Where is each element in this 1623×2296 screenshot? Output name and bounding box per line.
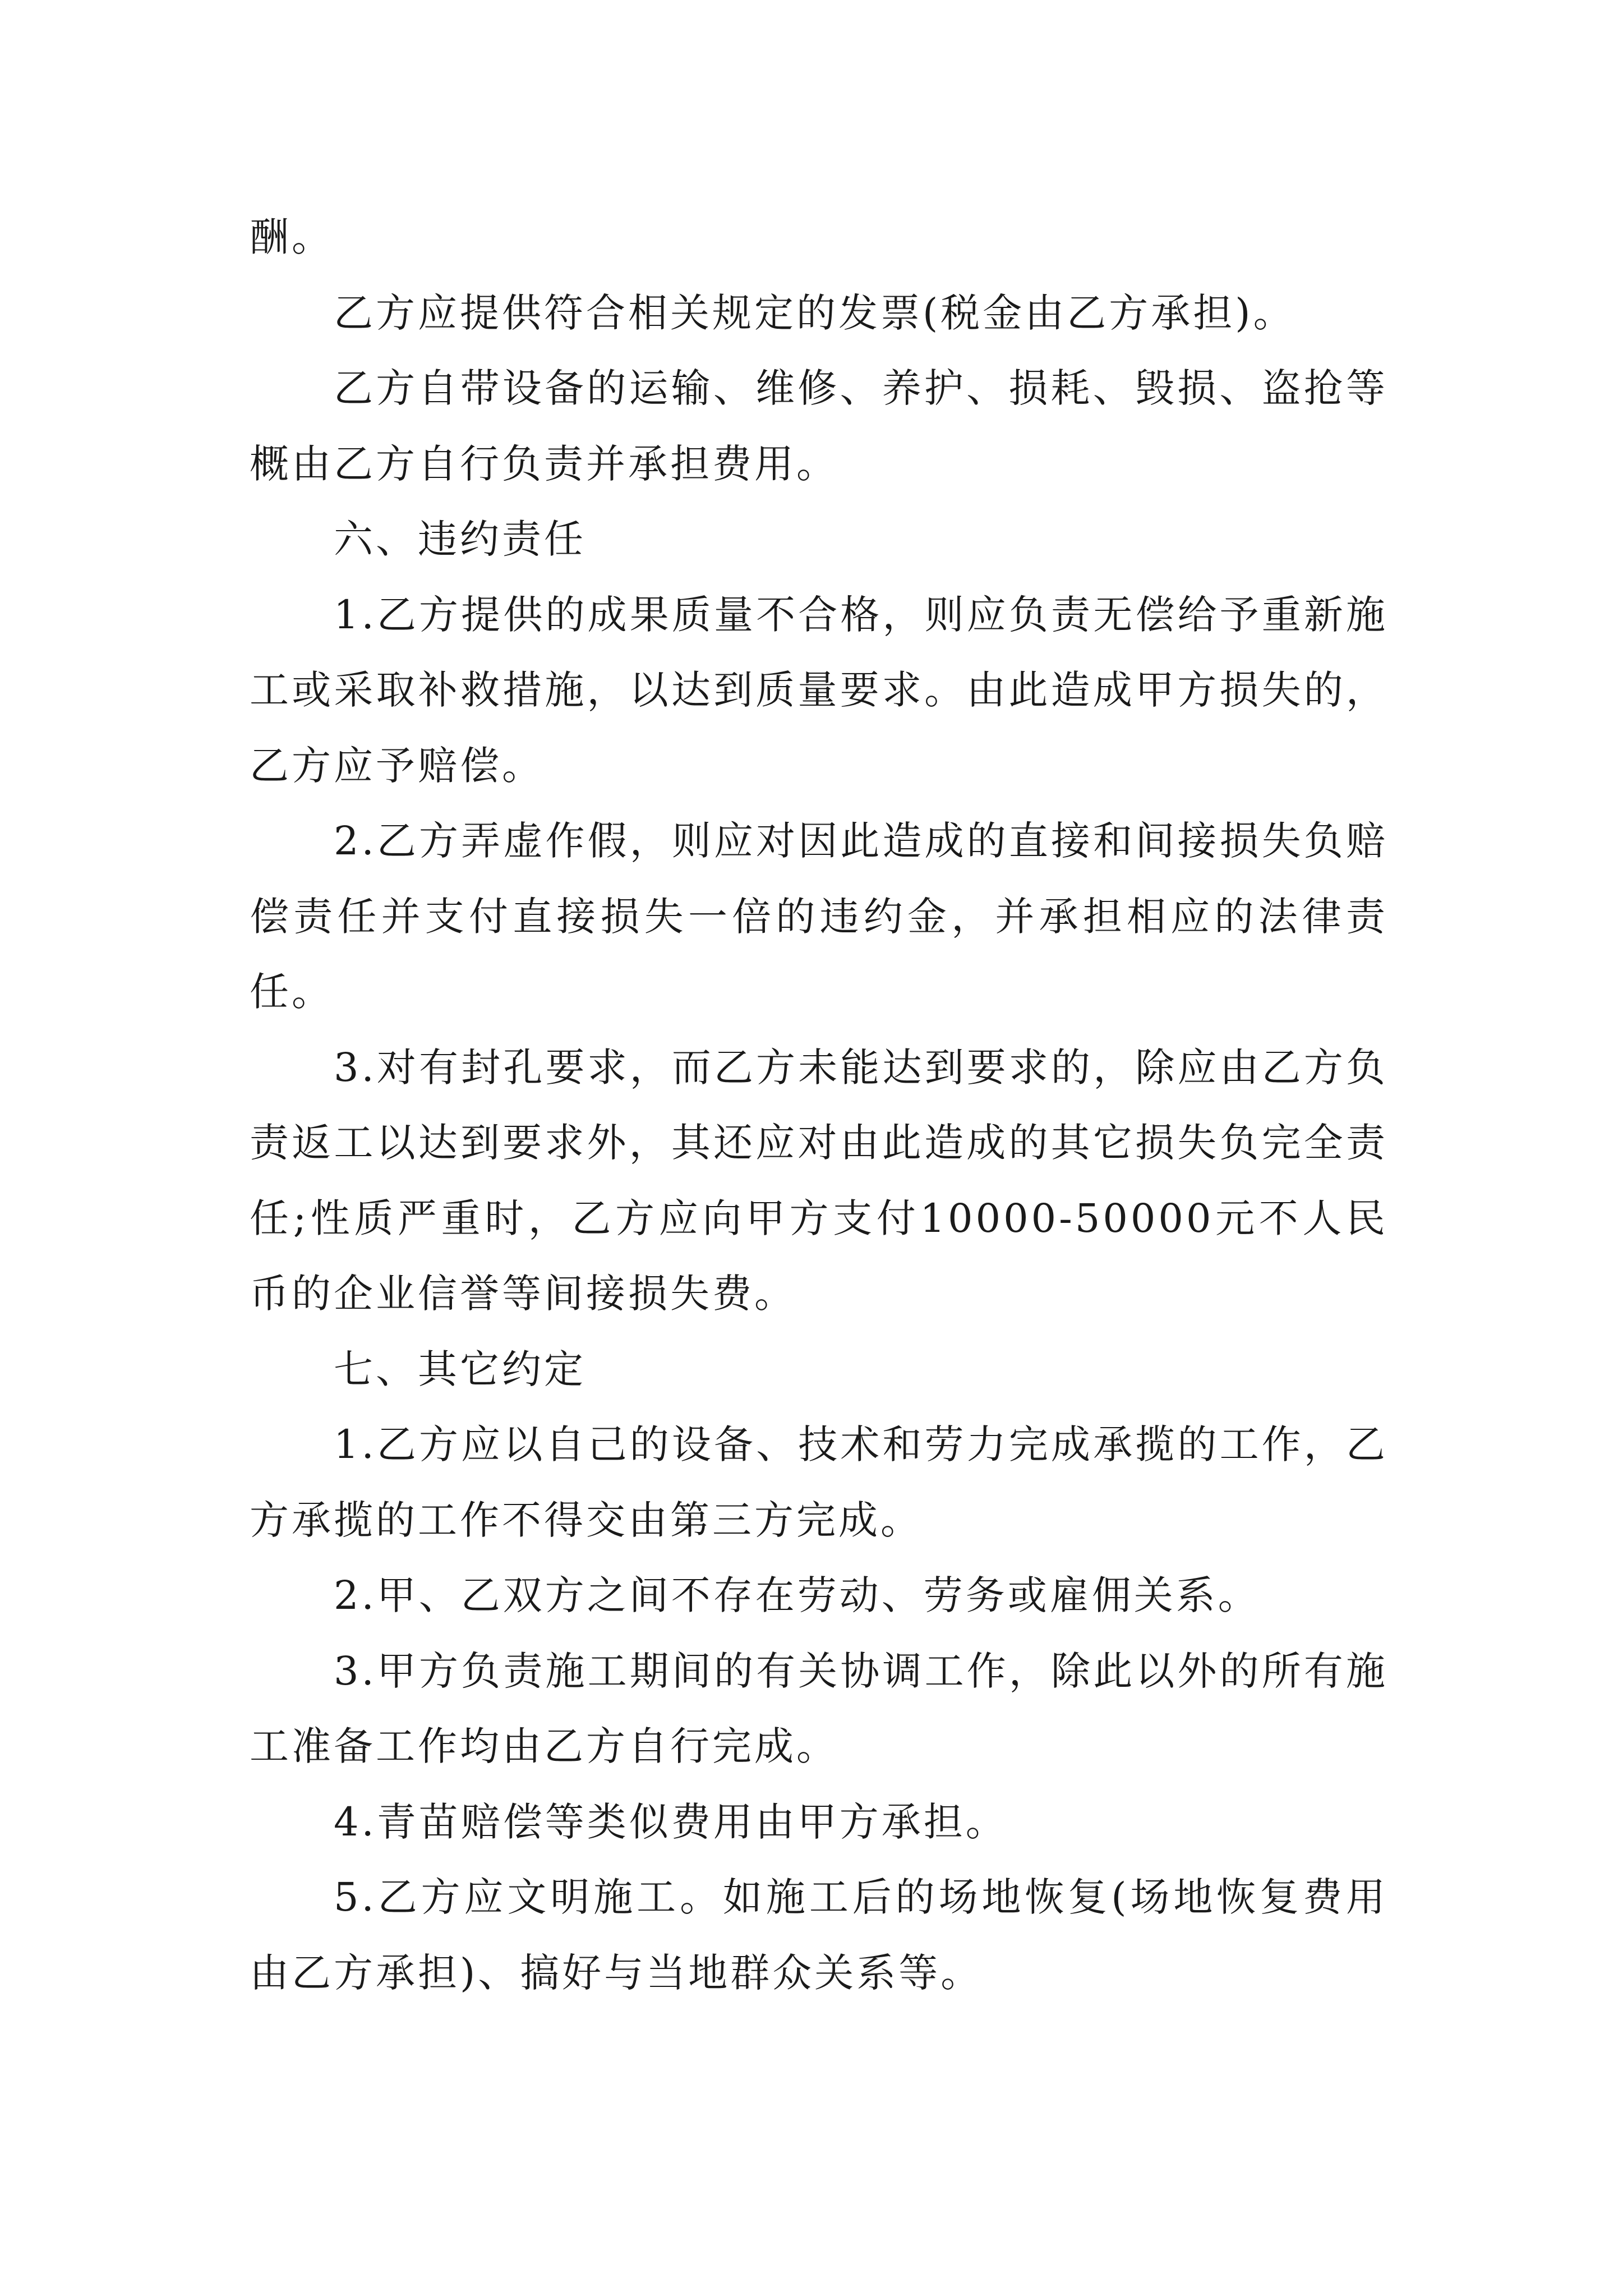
paragraph-other-3: 3.甲方负责施工期间的有关协调工作，除此以外的所有施工准备工作均由乙方自行完成。 [250,1648,1388,1769]
section-heading-other: 七、其它约定 [334,1346,586,1392]
paragraph-continuation: 酬。 [250,214,334,260]
paragraph-breach-1: 1.乙方提供的成果质量不合格，则应负责无偿给予重新施工或采取补救措施，以达到质量要求。由此造成甲方损失的，乙方应予赔偿。 [250,591,1388,789]
paragraph-other-2: 2.甲、乙双方之间不存在劳动、劳务或雇佣关系。 [334,1572,1260,1618]
paragraph-breach-2: 2.乙方弄虚作假，则应对因此造成的直接和间接损失负赔偿责任并支付直接损失一倍的违约金，并承担相应的法律责任。 [250,818,1388,1015]
document-body [250,200,1388,2010]
paragraph-equipment: 乙方自带设备的运输、维修、养护、损耗、毁损、盗抢等概由乙方自行负责并承担费用。 [250,365,1388,487]
paragraph-breach-3: 3.对有封孔要求，而乙方未能达到要求的，除应由乙方负责返工以达到要求外，其还应对由此造成的其它损失负完全责任;性质严重时，乙方应向甲方支付10000-50000元不人民币的企业信誉等间接损失费。 [250,1044,1388,1317]
paragraph-other-1: 1.乙方应以自己的设备、技术和劳力完成承揽的工作，乙方承揽的工作不得交由第三方完成。 [250,1421,1388,1543]
section-heading-breach: 六、违约责任 [334,516,586,562]
paragraph-invoice: 乙方应提供符合相关规定的发票(税金由乙方承担)。 [334,289,1295,336]
paragraph-other-4: 4.青苗赔偿等类似费用由甲方承担。 [334,1798,1008,1845]
paragraph-other-5: 5.乙方应文明施工。如施工后的场地恢复(场地恢复费用由乙方承担)、搞好与当地群众关系等。 [250,1874,1388,1996]
